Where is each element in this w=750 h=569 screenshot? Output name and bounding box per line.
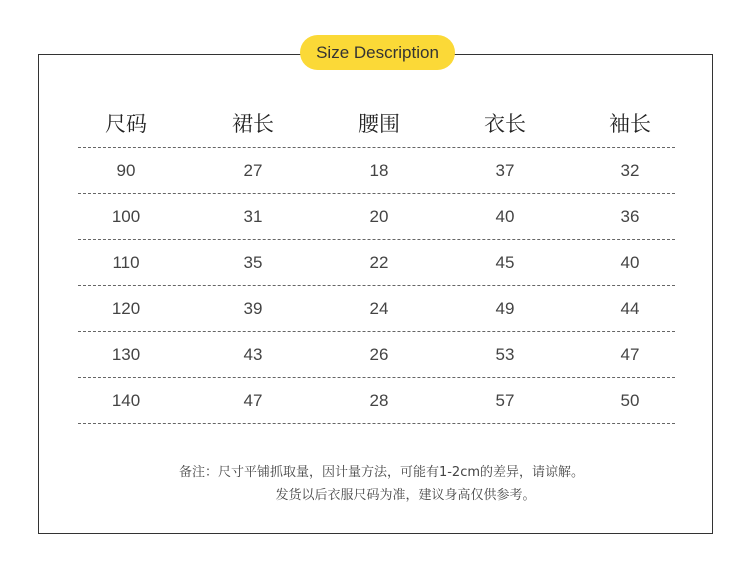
table-row (78, 378, 675, 424)
table-row (78, 148, 675, 194)
cell-waist: 28 (369, 391, 389, 410)
cell-sleeve-length: 32 (620, 161, 640, 180)
cell-waist: 26 (369, 345, 389, 364)
size-description-title: Size Description (300, 35, 455, 70)
cell-size: 100 (111, 207, 141, 226)
table-header-row (78, 100, 675, 148)
cell-waist: 18 (369, 161, 389, 180)
cell-size: 120 (111, 299, 141, 318)
cell-size: 140 (111, 391, 141, 410)
header-skirt-length: 裙长 (232, 112, 274, 136)
cell-sleeve-length: 40 (620, 253, 640, 272)
table-row (78, 194, 675, 240)
cell-top-length: 37 (495, 161, 515, 180)
cell-sleeve-length: 36 (620, 207, 640, 226)
cell-waist: 20 (369, 207, 389, 226)
header-top-length: 衣长 (484, 112, 526, 136)
cell-size: 110 (112, 253, 140, 272)
cell-skirt-length: 39 (243, 299, 263, 318)
cell-skirt-length: 43 (243, 345, 263, 364)
header-sleeve-length: 袖长 (609, 112, 651, 136)
cell-skirt-length: 27 (243, 161, 263, 180)
header-waist: 腰围 (358, 112, 400, 136)
cell-top-length: 40 (495, 207, 515, 226)
cell-waist: 22 (369, 253, 389, 272)
cell-sleeve-length: 50 (620, 391, 640, 410)
cell-waist: 24 (369, 299, 389, 318)
cell-sleeve-length: 47 (620, 345, 640, 364)
cell-size: 130 (111, 345, 141, 364)
note-size-advice: 发货以后衣服尺码为准，建议身高仅供参考。 (275, 488, 536, 503)
cell-size: 90 (116, 161, 136, 180)
cell-skirt-length: 31 (243, 207, 263, 226)
header-size: 尺码 (105, 112, 147, 136)
table-row (78, 332, 675, 378)
cell-top-length: 49 (495, 299, 515, 318)
table-row (78, 240, 675, 286)
cell-top-length: 57 (495, 391, 515, 410)
size-table (78, 100, 675, 424)
cell-top-length: 45 (495, 253, 515, 272)
note-measurement-disclaimer: 备注：尺寸平铺抓取量，因计量方法，可能有1-2cm的差异，请谅解。 (178, 465, 585, 480)
cell-skirt-length: 47 (243, 391, 263, 410)
cell-skirt-length: 35 (243, 253, 263, 272)
cell-top-length: 53 (495, 345, 515, 364)
cell-sleeve-length: 44 (620, 299, 640, 318)
table-row (78, 286, 675, 332)
